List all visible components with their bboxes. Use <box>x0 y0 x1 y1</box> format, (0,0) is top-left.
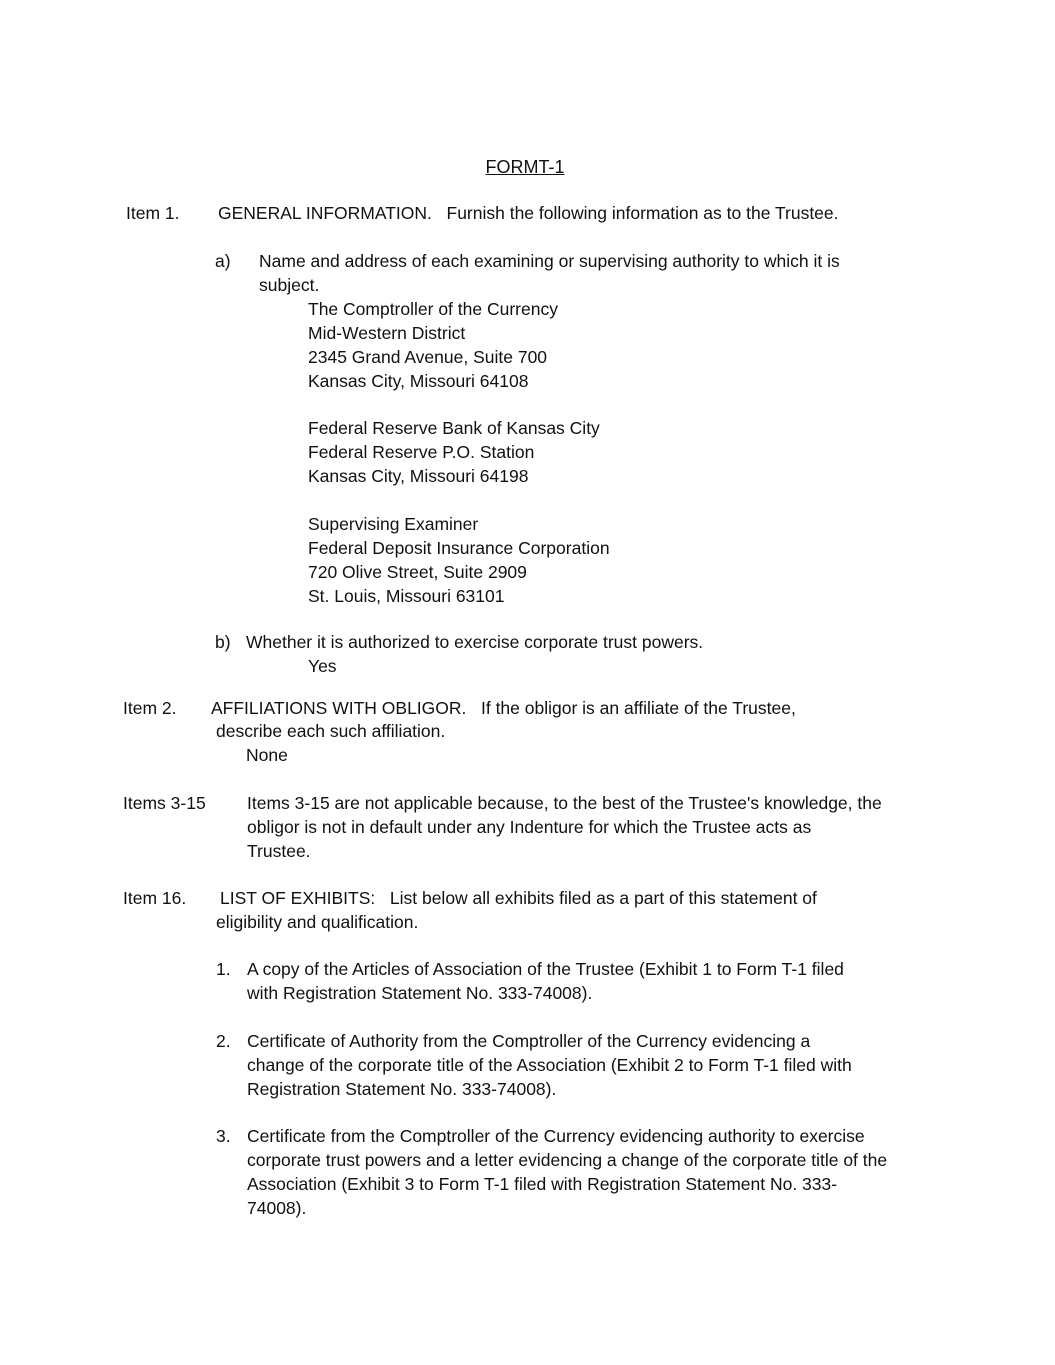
address-fdic <box>308 512 610 608</box>
exhibit-line: corporate trust powers and a letter evidencing a change of the corporate title of the <box>247 1150 888 1170</box>
exhibit-3 <box>247 1124 887 1220</box>
item2-label: Item 2. <box>123 698 177 718</box>
item2-heading-text: AFFILIATIONS WITH OBLIGOR. <box>211 698 467 718</box>
address-line: Federal Reserve Bank of Kansas City <box>308 418 600 438</box>
item1b-text: Whether it is authorized to exercise corporate trust powers. <box>246 632 704 652</box>
items3-15-line1: Items 3-15 are not applicable because, to the best of the Trustee's knowledge, the <box>247 793 882 813</box>
address-line: The Comptroller of the Currency <box>308 299 558 319</box>
address-line: St. Louis, Missouri 63101 <box>308 586 505 606</box>
item16-heading-text: LIST OF EXHIBITS: <box>220 888 376 908</box>
item16-text: List below all exhibits filed as a part of this statement of <box>389 888 817 908</box>
exhibit-line: Association (Exhibit 3 to Form T-1 filed with Registration Statement No. 333- <box>247 1174 838 1194</box>
address-line: Kansas City, Missouri 64198 <box>308 466 529 486</box>
address-line: Federal Deposit Insurance Corporation <box>308 538 610 558</box>
exhibit-number: 1. <box>216 959 231 979</box>
item2-text: If the obligor is an affiliate of the Trustee, <box>480 698 796 718</box>
exhibit-line: 74008). <box>247 1198 307 1218</box>
items3-15-line2: obligor is not in default under any Indenture for which the Trustee acts as <box>247 817 812 837</box>
exhibit-line: change of the corporate title of the Association (Exhibit 2 to Form T-1 filed with <box>247 1055 852 1075</box>
exhibit-line: Certificate of Authority from the Comptroller of the Currency evidencing a <box>247 1031 811 1051</box>
items3-15-label: Items 3-15 <box>123 793 206 813</box>
item1-text: Furnish the following information as to the Trustee. <box>446 203 839 223</box>
item2-answer: None <box>246 745 288 765</box>
exhibit-line: A copy of the Articles of Association of the Trustee (Exhibit 1 to Form T-1 filed <box>247 959 844 979</box>
item16-text-line2: eligibility and qualification. <box>216 912 419 932</box>
exhibit-line: with Registration Statement No. 333-74008). <box>247 983 593 1003</box>
address-line: Supervising Examiner <box>308 514 479 534</box>
address-line: 2345 Grand Avenue, Suite 700 <box>308 347 548 367</box>
item1-heading-text: GENERAL INFORMATION. <box>218 203 432 223</box>
exhibit-2 <box>247 1029 852 1101</box>
item16-label: Item 16. <box>123 888 187 908</box>
exhibit-1 <box>247 957 844 1005</box>
exhibit-number: 2. <box>216 1031 231 1051</box>
item2-text-line2: describe each such affiliation. <box>216 721 446 741</box>
address-comptroller <box>308 297 558 393</box>
item1b-marker: b) <box>215 632 231 652</box>
address-federal-reserve <box>308 416 600 488</box>
exhibit-line: Certificate from the Comptroller of the Currency evidencing authority to exercise <box>247 1126 865 1146</box>
item1b-answer: Yes <box>308 656 337 676</box>
item1-label: Item 1. <box>126 203 180 223</box>
address-line: Federal Reserve P.O. Station <box>308 442 535 462</box>
item1a-line1: Name and address of each examining or supervising authority to which it is <box>259 251 840 271</box>
item16-heading <box>220 886 817 910</box>
item1-heading <box>218 201 839 225</box>
address-line: Kansas City, Missouri 64108 <box>308 371 529 391</box>
address-line: Mid-Western District <box>308 323 466 343</box>
exhibit-number: 3. <box>216 1126 231 1146</box>
item1a-marker: a) <box>215 251 231 271</box>
address-line: 720 Olive Street, Suite 2909 <box>308 562 527 582</box>
item1a-line2: subject. <box>259 275 320 295</box>
exhibit-line: Registration Statement No. 333-74008). <box>247 1079 557 1099</box>
form-title: FORMT-1 <box>485 157 565 177</box>
items3-15-line3: Trustee. <box>247 841 311 861</box>
item2-heading <box>211 696 796 720</box>
